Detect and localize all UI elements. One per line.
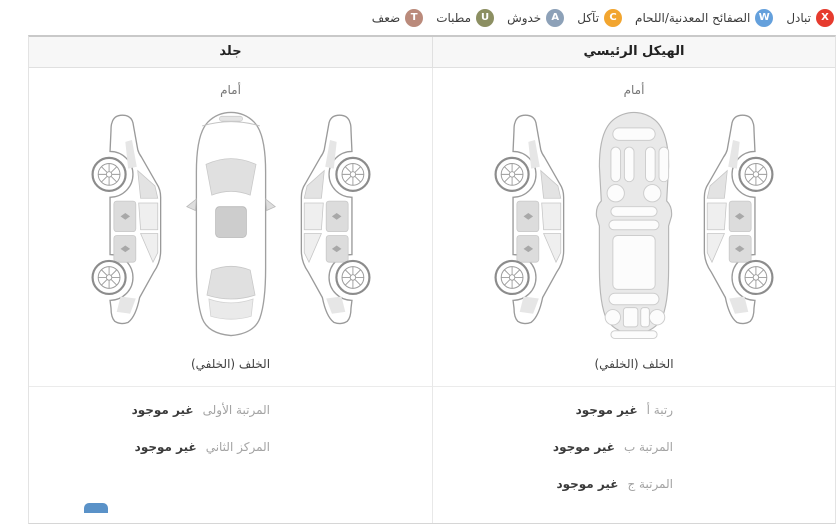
legend-badge-x-icon: X bbox=[816, 9, 834, 27]
legend-item-sheetmetal-welding: W الصفائح المعدنية/اللحام bbox=[635, 9, 773, 27]
item-value: غير موجود bbox=[575, 403, 638, 417]
item-label: المرتبة الأولى bbox=[202, 403, 270, 417]
car-side-diagram-left bbox=[90, 106, 174, 342]
item-value: غير موجود bbox=[552, 440, 615, 454]
list-item bbox=[443, 402, 673, 419]
car-underbody-diagram bbox=[584, 100, 684, 348]
item-value: غير موجود bbox=[556, 477, 619, 491]
legend-badge-w-icon: W bbox=[755, 9, 773, 27]
leather-diagram bbox=[29, 98, 432, 350]
item-value: غير موجود bbox=[131, 403, 194, 417]
table-header-row bbox=[29, 37, 835, 68]
inspection-table bbox=[28, 35, 836, 524]
list-item bbox=[443, 476, 673, 493]
car-side-diagram-left bbox=[493, 106, 577, 342]
header-main-frame: الهيكل الرئيسي bbox=[432, 37, 835, 67]
item-label: المرتبة ج bbox=[627, 477, 673, 491]
list-item bbox=[39, 439, 270, 456]
item-label: رتبة أ bbox=[646, 403, 673, 417]
partial-element-bottom bbox=[84, 503, 108, 513]
item-label: المرتبة ب bbox=[623, 440, 673, 454]
legend-badge-u-icon: U bbox=[476, 9, 494, 27]
panel-main-frame bbox=[432, 68, 835, 523]
legend-badge-t-icon: T bbox=[405, 9, 423, 27]
legend-item-dents: U مطبات bbox=[436, 9, 494, 27]
legend-item-corrosion: C تآكل bbox=[577, 9, 622, 27]
car-top-diagram bbox=[181, 100, 281, 348]
front-label: أمام bbox=[220, 83, 241, 97]
item-label: المركز الثاني bbox=[205, 440, 270, 454]
main-frame-diagram bbox=[433, 98, 835, 350]
car-side-diagram-right bbox=[691, 106, 775, 342]
leather-item-list bbox=[29, 386, 432, 503]
legend-badge-a-icon: A bbox=[546, 9, 564, 27]
rear-label: الخلف (الخلفي) bbox=[594, 357, 674, 371]
damage-legend bbox=[0, 0, 840, 35]
header-leather: جلد bbox=[219, 44, 242, 59]
legend-item-scratches: A خدوش bbox=[507, 9, 564, 27]
legend-item-exchange: X تبادل bbox=[786, 9, 834, 27]
car-side-diagram-right bbox=[288, 106, 372, 342]
legend-badge-c-icon: C bbox=[604, 9, 622, 27]
item-value: غير موجود bbox=[134, 440, 197, 454]
table-body-row bbox=[29, 68, 835, 523]
list-item bbox=[39, 402, 270, 419]
front-label: أمام bbox=[623, 83, 645, 97]
legend-item-weakness: T ضعف bbox=[372, 9, 423, 27]
list-item bbox=[443, 439, 673, 456]
rear-label: الخلف (الخلفي) bbox=[190, 357, 271, 371]
main-frame-item-list bbox=[433, 386, 835, 523]
panel-leather bbox=[29, 68, 432, 523]
